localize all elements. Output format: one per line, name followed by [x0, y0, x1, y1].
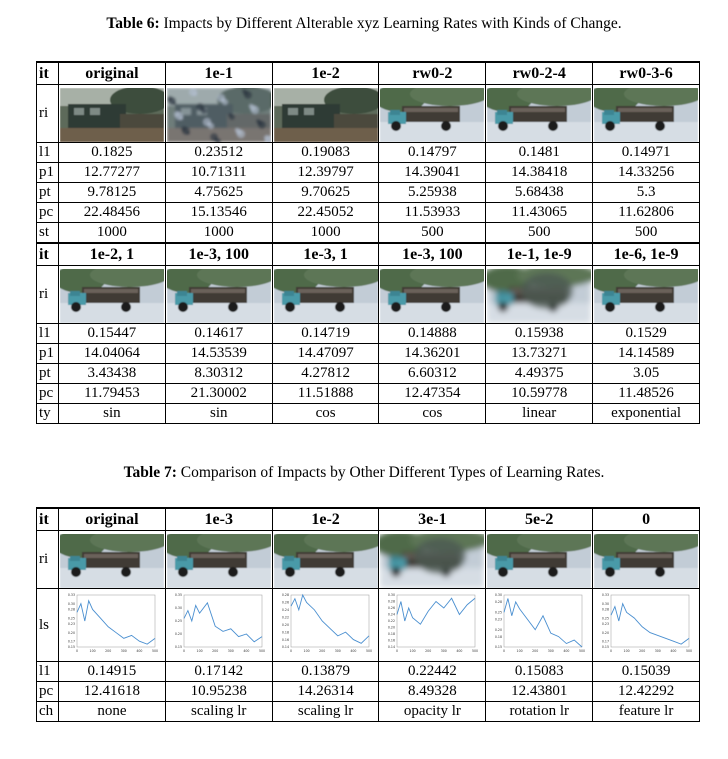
x-tick-label: 400 [349, 649, 357, 653]
table-cell: 1000 [165, 223, 272, 244]
column-header: 1e-1, 1e-9 [486, 243, 593, 266]
x-tick-label: 100 [516, 649, 523, 653]
table-cell: 14.38418 [486, 163, 593, 183]
table-cell: 4.75625 [165, 183, 272, 203]
y-tick-label: 0.30 [67, 601, 75, 606]
table-cell: sin [59, 404, 166, 424]
y-tick-label: 0.33 [601, 593, 610, 598]
table6-caption [0, 15, 728, 33]
table6-block1-image-row [37, 85, 700, 143]
x-tick-label: 400 [243, 649, 250, 653]
table-cell: none [59, 702, 166, 722]
truck-photo [380, 88, 484, 142]
table-row [37, 183, 700, 203]
table-row [37, 163, 700, 183]
table-cell: 0.15083 [486, 662, 593, 682]
x-tick-label: 100 [196, 649, 203, 653]
plot-frame [397, 595, 475, 647]
column-header: 1e-2 [272, 508, 379, 531]
x-tick-label: 300 [120, 649, 127, 653]
truck-photo [594, 269, 698, 323]
y-tick-label: 0.33 [67, 593, 75, 598]
table7-image-row [37, 531, 700, 589]
table-row [37, 662, 700, 682]
x-tick-label: 200 [105, 649, 112, 653]
table-row [37, 702, 700, 722]
y-tick-label: 0.16 [388, 638, 396, 643]
y-tick-label: 0.15 [67, 645, 75, 650]
x-tick-label: 300 [334, 649, 341, 653]
y-tick-label: 0.22 [281, 615, 289, 620]
table-cell: rotation lr [486, 702, 593, 722]
table-cell: 8.49328 [379, 682, 486, 702]
column-header: 1e-3, 100 [165, 243, 272, 266]
y-tick-label: 0.25 [67, 616, 75, 621]
table-cell: 0.14617 [165, 324, 272, 344]
row-label: pt [37, 183, 59, 203]
row-label: it [37, 62, 59, 85]
x-tick-label: 200 [532, 649, 539, 653]
x-tick-label: 100 [409, 649, 417, 653]
x-tick-label: 200 [318, 649, 325, 653]
column-header: 1e-2 [272, 62, 379, 85]
table-cell: 500 [593, 223, 700, 244]
x-tick-label: 500 [258, 649, 265, 653]
y-tick-label: 0.24 [281, 608, 289, 613]
table-cell: 0.23512 [165, 143, 272, 163]
table-cell: 0.15938 [486, 324, 593, 344]
y-tick-label: 0.25 [601, 616, 610, 621]
y-tick-label: 0.15 [601, 645, 610, 650]
y-tick-label: 0.20 [601, 630, 610, 635]
loss-chart [277, 591, 375, 659]
x-tick-label: 300 [227, 649, 234, 653]
x-tick-label: 500 [686, 649, 693, 653]
table6-block2-image-row [37, 266, 700, 324]
y-tick-label: 0.28 [281, 593, 289, 598]
column-header: 1e-1 [165, 62, 272, 85]
row-label: ch [37, 702, 59, 722]
table-cell: 6.60312 [379, 364, 486, 384]
row-label: ri [37, 266, 59, 324]
table-cell: 22.48456 [59, 203, 166, 223]
row-label: ri [37, 531, 59, 589]
column-header: rw0-3-6 [593, 62, 700, 85]
table6 [36, 61, 700, 424]
truck-photo [167, 269, 271, 323]
table-cell: 12.47354 [379, 384, 486, 404]
table-cell: 5.3 [593, 183, 700, 203]
table-cell: 14.39041 [379, 163, 486, 183]
table-cell: 12.43801 [486, 682, 593, 702]
table-cell: 500 [486, 223, 593, 244]
y-tick-label: 0.30 [601, 601, 610, 606]
truck-photo [60, 534, 164, 588]
table-cell: 14.14589 [593, 344, 700, 364]
table-cell: 0.15447 [59, 324, 166, 344]
table-cell: 9.78125 [59, 183, 166, 203]
table-row [37, 344, 700, 364]
table-cell: 0.19083 [272, 143, 379, 163]
x-tick-label: 200 [639, 649, 646, 653]
x-tick-label: 400 [136, 649, 143, 653]
column-header: rw0-2-4 [486, 62, 593, 85]
table-cell: 11.43065 [486, 203, 593, 223]
column-header: original [59, 508, 166, 531]
truck-photo [487, 88, 591, 142]
table-cell: 0.14719 [272, 324, 379, 344]
y-tick-label: 0.18 [495, 634, 503, 639]
column-header: rw0-2 [379, 62, 486, 85]
x-tick-label: 0 [503, 649, 506, 653]
row-label: l1 [37, 324, 59, 344]
table6-block2-header-row [37, 243, 700, 266]
table-cell: 0.14971 [593, 143, 700, 163]
table6-block1-header-row [37, 62, 700, 85]
y-tick-label: 0.25 [174, 619, 182, 624]
y-tick-label: 0.28 [495, 600, 503, 605]
y-tick-label: 0.16 [281, 637, 289, 642]
column-header: 3e-1 [379, 508, 486, 531]
row-label: st [37, 223, 59, 244]
table-cell: sin [165, 404, 272, 424]
table-row [37, 682, 700, 702]
table-cell: 0.13879 [272, 662, 379, 682]
table-cell: 4.49375 [486, 364, 593, 384]
row-label: pc [37, 203, 59, 223]
table7-caption-text: Comparison of Impacts by Other Different Types of Learning Rates. [180, 464, 605, 481]
table-cell: 1000 [59, 223, 166, 244]
table-cell: 3.05 [593, 364, 700, 384]
row-label: ls [37, 589, 59, 662]
plot-frame [291, 595, 369, 647]
table-cell: cos [379, 404, 486, 424]
truck-photo [60, 269, 164, 323]
table-cell: 11.62806 [593, 203, 700, 223]
y-tick-label: 0.20 [495, 627, 503, 632]
table7-caption-label: Table 7: [123, 464, 177, 481]
column-header: original [59, 62, 166, 85]
x-tick-label: 500 [472, 649, 479, 653]
y-tick-label: 0.28 [601, 607, 610, 612]
truck-photo [274, 269, 378, 323]
loss-series-line [397, 598, 475, 624]
table-cell: 14.47097 [272, 344, 379, 364]
table-cell: 0.15039 [593, 662, 700, 682]
y-tick-label: 0.35 [174, 593, 182, 598]
x-tick-label: 400 [670, 649, 677, 653]
column-header: 0 [593, 508, 700, 531]
y-tick-label: 0.14 [388, 645, 396, 650]
x-tick-label: 300 [547, 649, 555, 653]
table-row [37, 143, 700, 163]
table-cell: 11.79453 [59, 384, 166, 404]
table-cell: 0.14797 [379, 143, 486, 163]
table-cell: 11.48526 [593, 384, 700, 404]
table6-caption-label: Table 6: [106, 15, 160, 32]
table-cell: exponential [593, 404, 700, 424]
truck-photo [487, 534, 591, 588]
y-tick-label: 0.20 [67, 630, 75, 635]
loss-chart [170, 591, 268, 659]
loss-series-line [504, 598, 582, 647]
table-cell: 12.42292 [593, 682, 700, 702]
table-cell: 4.27812 [272, 364, 379, 384]
truck-photo [167, 534, 271, 588]
table-row [37, 223, 700, 244]
truck-photo [594, 88, 698, 142]
table-cell: 13.73271 [486, 344, 593, 364]
y-tick-label: 0.23 [495, 617, 503, 622]
y-tick-label: 0.25 [495, 610, 503, 615]
x-tick-label: 200 [425, 649, 432, 653]
x-tick-label: 500 [365, 649, 372, 653]
x-tick-label: 0 [289, 649, 292, 653]
y-tick-label: 0.17 [67, 639, 75, 644]
x-tick-label: 400 [563, 649, 570, 653]
x-tick-label: 100 [623, 649, 630, 653]
table-cell: 5.25938 [379, 183, 486, 203]
y-tick-label: 0.24 [388, 612, 396, 617]
table-cell: 11.53933 [379, 203, 486, 223]
y-tick-label: 0.14 [281, 645, 289, 650]
y-tick-label: 0.18 [281, 630, 289, 635]
y-tick-label: 0.22 [388, 619, 396, 624]
table-cell: 15.13546 [165, 203, 272, 223]
table-cell: 0.14888 [379, 324, 486, 344]
row-label: ty [37, 404, 59, 424]
truck-photo [380, 269, 484, 323]
y-tick-label: 0.30 [388, 593, 396, 598]
loss-series-line [184, 603, 262, 642]
blurred-truck-photo [487, 269, 591, 323]
row-label: it [37, 243, 59, 266]
table-cell: 21.30002 [165, 384, 272, 404]
noisy-train-photo [167, 88, 271, 142]
x-tick-label: 0 [182, 649, 185, 653]
table-cell: 0.1481 [486, 143, 593, 163]
table-cell: opacity lr [379, 702, 486, 722]
column-header: 1e-6, 1e-9 [593, 243, 700, 266]
truck-photo [274, 534, 378, 588]
table-cell: 14.53539 [165, 344, 272, 364]
table-cell: 5.68438 [486, 183, 593, 203]
y-tick-label: 0.26 [388, 606, 396, 611]
table-cell: 12.39797 [272, 163, 379, 183]
y-tick-label: 0.26 [281, 600, 289, 605]
table-row [37, 384, 700, 404]
table-cell: 14.04064 [59, 344, 166, 364]
table-cell: 10.71311 [165, 163, 272, 183]
column-header: 1e-3, 1 [272, 243, 379, 266]
loss-chart [490, 591, 588, 659]
table-cell: linear [486, 404, 593, 424]
loss-chart [383, 591, 481, 659]
y-tick-label: 0.15 [174, 645, 182, 650]
table-cell: scaling lr [272, 702, 379, 722]
loss-series-line [611, 604, 689, 644]
x-tick-label: 0 [610, 649, 613, 653]
row-label: l1 [37, 143, 59, 163]
x-tick-label: 100 [89, 649, 96, 653]
y-tick-label: 0.17 [601, 639, 610, 644]
blurred-truck-photo [380, 534, 484, 588]
table-cell: 0.1825 [59, 143, 166, 163]
train-photo [274, 88, 378, 142]
table-cell: 0.1529 [593, 324, 700, 344]
y-tick-label: 0.20 [281, 622, 289, 627]
x-tick-label: 400 [456, 649, 463, 653]
table-cell: 1000 [272, 223, 379, 244]
x-tick-label: 500 [579, 649, 586, 653]
y-tick-label: 0.23 [601, 622, 610, 627]
table7-header-row [37, 508, 700, 531]
loss-chart [63, 591, 161, 659]
row-label: pt [37, 364, 59, 384]
row-label: pc [37, 384, 59, 404]
loss-series-line [291, 595, 369, 643]
table-cell: 10.95238 [165, 682, 272, 702]
table-cell: 14.36201 [379, 344, 486, 364]
y-tick-label: 0.15 [495, 645, 503, 650]
table-cell: 0.17142 [165, 662, 272, 682]
table-cell: 0.14915 [59, 662, 166, 682]
table-cell: 500 [379, 223, 486, 244]
y-tick-label: 0.30 [174, 606, 182, 611]
truck-photo [594, 534, 698, 588]
column-header: 1e-3, 100 [379, 243, 486, 266]
x-tick-label: 0 [75, 649, 78, 653]
row-label: p1 [37, 344, 59, 364]
loss-chart [597, 591, 695, 659]
table-cell: feature lr [593, 702, 700, 722]
table-cell: 0.22442 [379, 662, 486, 682]
table-row [37, 404, 700, 424]
table-cell: scaling lr [165, 702, 272, 722]
table-cell: 9.70625 [272, 183, 379, 203]
y-tick-label: 0.20 [388, 625, 396, 630]
plot-frame [184, 595, 262, 647]
table-cell: 12.77277 [59, 163, 166, 183]
row-label: it [37, 508, 59, 531]
table-cell: 14.26314 [272, 682, 379, 702]
table6-caption-text: Impacts by Different Alterable xyz Learning Rates with Kinds of Change. [163, 15, 622, 32]
column-header: 1e-2, 1 [59, 243, 166, 266]
table7-caption [0, 464, 728, 482]
x-tick-label: 200 [211, 649, 218, 653]
x-tick-label: 100 [303, 649, 310, 653]
y-tick-label: 0.28 [67, 607, 75, 612]
table7 [36, 507, 700, 722]
loss-series-line [77, 601, 155, 644]
table-cell: 14.33256 [593, 163, 700, 183]
y-tick-label: 0.23 [67, 622, 75, 627]
column-header: 1e-3 [165, 508, 272, 531]
y-tick-label: 0.18 [388, 632, 396, 637]
x-tick-label: 500 [151, 649, 158, 653]
x-tick-label: 0 [396, 649, 399, 653]
table-row [37, 203, 700, 223]
row-label: l1 [37, 662, 59, 682]
table7-plot-row [37, 589, 700, 662]
row-label: pc [37, 682, 59, 702]
train-photo [60, 88, 164, 142]
x-tick-label: 300 [441, 649, 448, 653]
table-row [37, 324, 700, 344]
table-cell: 11.51888 [272, 384, 379, 404]
x-tick-label: 300 [654, 649, 661, 653]
table-cell: cos [272, 404, 379, 424]
table-cell: 22.45052 [272, 203, 379, 223]
column-header: 5e-2 [486, 508, 593, 531]
y-tick-label: 0.20 [174, 632, 182, 637]
table-cell: 10.59778 [486, 384, 593, 404]
table-cell: 8.30312 [165, 364, 272, 384]
table-cell: 12.41618 [59, 682, 166, 702]
table-row [37, 364, 700, 384]
row-label: ri [37, 85, 59, 143]
row-label: p1 [37, 163, 59, 183]
table-cell: 3.43438 [59, 364, 166, 384]
y-tick-label: 0.30 [495, 593, 503, 598]
y-tick-label: 0.28 [388, 599, 396, 604]
